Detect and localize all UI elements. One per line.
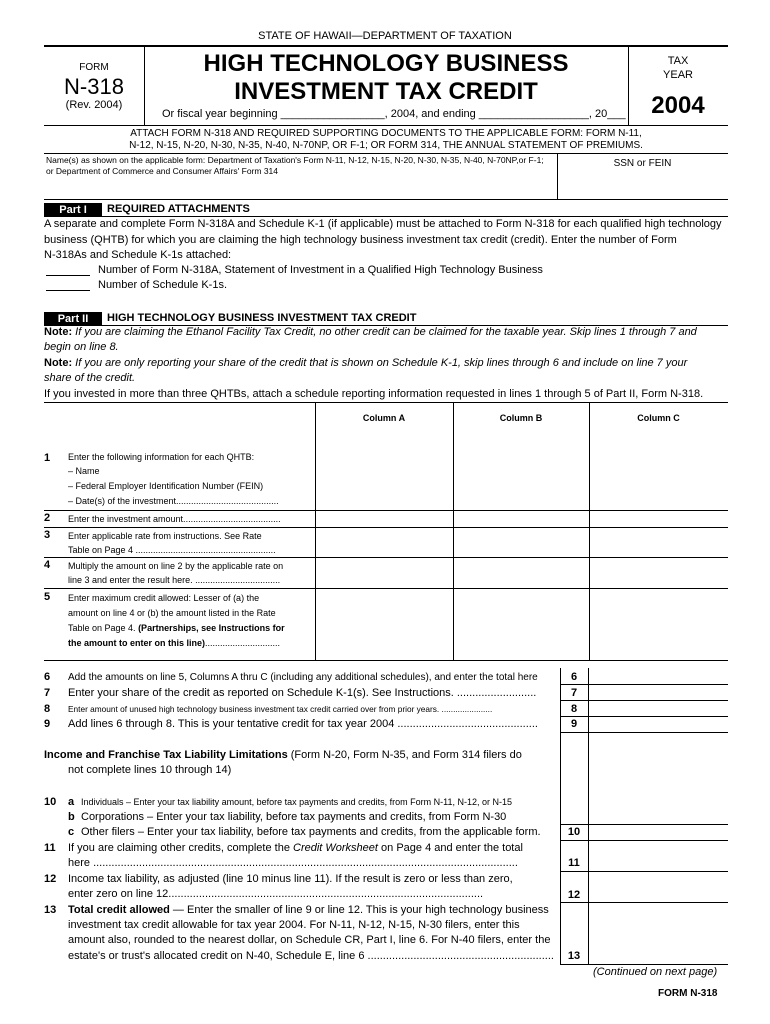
line-3-col-b-field[interactable]	[454, 528, 588, 557]
line-2-col-a-field[interactable]	[316, 511, 452, 527]
note-2-line1	[44, 357, 687, 369]
line-10-rule	[560, 840, 728, 841]
note-2-label: Note:	[44, 357, 73, 369]
line-12-rule	[560, 902, 728, 903]
part-ii-label: Part II	[44, 312, 102, 326]
total-credit-allowed-label: Total credit allowed	[68, 904, 170, 916]
form-title-line2: INVESTMENT TAX CREDIT	[234, 78, 538, 105]
line-8-number: 8	[44, 703, 51, 715]
line-10b-text: Corporations – Enter your tax liability, before tax payments and credits, from Form N-30	[81, 811, 507, 823]
income-limitations-line2: not complete lines 10 through 14)	[68, 764, 232, 776]
line-13-rule	[560, 964, 728, 965]
line-1-col-b-field[interactable]	[454, 440, 588, 510]
table-bottom-rule	[44, 660, 728, 661]
line-4-col-c-field[interactable]	[590, 558, 728, 588]
line-7-amount-field[interactable]	[589, 685, 728, 700]
line-10-amount-field[interactable]	[589, 825, 728, 840]
form-footer-id: FORM N-318	[658, 988, 718, 999]
line-11-box-number: 11	[568, 857, 580, 869]
line-10-box-number: 10	[567, 826, 581, 838]
names-bottom-rule	[44, 199, 728, 200]
line-13-text-d: estate's or trust's allocated credit on N-40, Schedule E, line 6 .............................................................	[68, 950, 554, 962]
part-i-rule	[102, 216, 728, 217]
line-2-col-c-field[interactable]	[590, 511, 728, 527]
line-5-text-d-bold: the amount to enter on this line)	[68, 638, 205, 648]
form-label: FORM	[79, 62, 109, 73]
line-10a-label: a	[68, 796, 75, 808]
line-13-amount-field[interactable]	[589, 948, 728, 964]
line-5-text-b: amount on line 4 or (b) the amount listed in the Rate	[68, 608, 276, 618]
line-10-top-rule	[560, 824, 728, 825]
ssn-fein-field[interactable]	[560, 172, 726, 198]
line-5-text-c	[68, 623, 285, 633]
line-11-text-post: on Page 4 and enter the total	[377, 842, 523, 854]
line-2-col-b-field[interactable]	[454, 511, 588, 527]
line-10-number: 10	[44, 796, 57, 808]
income-limitations-title: Income and Franchise Tax Liability Limitations	[44, 749, 288, 761]
line-11-number: 11	[44, 842, 56, 854]
line-10a-text: Individuals – Enter your tax liability amount, before tax payments and credits, from Form N-11, N-12, or N-15	[81, 797, 513, 807]
line-8-amount-field[interactable]	[589, 701, 728, 716]
line-1-col-c-field[interactable]	[590, 440, 728, 510]
line-1-number: 1	[44, 452, 51, 464]
line-13-box-number: 13	[567, 950, 581, 962]
line-5-text-a: Enter maximum credit allowed: Lesser of (a) the	[68, 593, 260, 603]
taxpayer-name-label-line2: or Department of Commerce and Consumer Affairs' Form 314	[46, 166, 279, 176]
line-3-col-c-field[interactable]	[590, 528, 728, 557]
line-12-amount-field[interactable]	[589, 887, 728, 902]
attach-instruction-line2: N-12, N-15, N-20, N-30, N-35, N-40, N-70NP, OR F-1; OR FORM 314, THE ANNUAL STATEMENT OF PREMIUMS.	[129, 140, 643, 151]
table-top-rule	[44, 402, 728, 403]
column-c-header: Column C	[637, 413, 680, 423]
taxpayer-name-field[interactable]	[44, 177, 556, 199]
note-2-line2: share of the credit.	[44, 372, 136, 384]
line-3-text-a: Enter applicable rate from instructions. See Rate	[68, 531, 262, 541]
column-a-header: Column A	[362, 413, 406, 423]
k1-count-field[interactable]	[46, 290, 90, 291]
line-13-text-a	[68, 904, 549, 916]
line-12-box-number: 12	[567, 889, 581, 901]
line-6-box-number: 6	[570, 671, 578, 683]
part-i-text-line3: N-318As and Schedule K-1s attached:	[44, 249, 232, 261]
tax-year: 2004	[651, 92, 705, 119]
note-1-line1	[44, 326, 697, 338]
line-2-text: Enter the investment amount.......................................	[68, 514, 281, 524]
line-13-text-a-rest: — Enter the smaller of line 9 or line 12. This is your high technology business	[169, 904, 549, 916]
line-13-text-b: investment tax credit allowable for tax year 2004. For N-11, N-12, N-15, N-30 filers, enter this	[68, 919, 520, 931]
line-12-text-b: enter zero on line 12.......................................................................................................	[68, 888, 484, 900]
line-7-number: 7	[44, 687, 51, 699]
names-top-rule	[44, 153, 728, 154]
line-6-text: Add the amounts on line 5, Columns A thru C (including any additional schedules), and enter the total here	[68, 672, 538, 683]
line-7-text: Enter your share of the credit as reported on Schedule K-1(s). See Instructions. ..........................	[68, 687, 537, 699]
line-9-rule	[560, 732, 728, 733]
line-9-box-number: 9	[570, 718, 578, 730]
n318a-count-label: Number of Form N-318A, Statement of Investment in a Qualified High Technology Business	[98, 264, 543, 276]
invest-note: If you invested in more than three QHTBs, attach a schedule reporting information requested in lines 1 through 5 of Part II, Form N-318.	[44, 388, 704, 400]
line-10c-label: c	[68, 826, 75, 838]
line-4-col-a-field[interactable]	[316, 558, 452, 588]
ssn-fein-label: SSN or FEIN	[613, 158, 672, 169]
line-1-text-c: – Federal Employer Identification Number (FEIN)	[68, 481, 264, 491]
header-top-rule	[44, 45, 728, 47]
line-12-text-a: Income tax liability, as adjusted (line 10 minus line 11). If the result is zero or less than zero,	[68, 873, 513, 885]
line-10c-text: Other filers – Enter your tax liability, before tax payments and credits, from the applicable form.	[81, 826, 541, 838]
income-limitations-note: (Form N-20, Form N-35, and Form 314 filers do	[287, 749, 522, 761]
form-title-line1: HIGH TECHNOLOGY BUSINESS	[203, 50, 569, 77]
line-10b-label: b	[68, 811, 75, 823]
form-number: N-318	[64, 74, 124, 99]
line-5-col-b-field[interactable]	[454, 589, 588, 659]
line-5-text-d	[68, 638, 312, 648]
line-1-text-b: – Name	[68, 466, 100, 476]
part-i-title: REQUIRED ATTACHMENTS	[107, 203, 250, 215]
line-11-rule	[560, 871, 728, 872]
line-11-text-b: here ...........................................................................................................................................	[68, 857, 518, 869]
line-5-text-c-plain: Table on Page 4.	[68, 623, 139, 633]
note-1-line2: begin on line 8.	[44, 341, 119, 353]
line-4-col-b-field[interactable]	[454, 558, 588, 588]
credit-worksheet-ref: Credit Worksheet	[293, 842, 378, 854]
line-5-col-c-field[interactable]	[590, 589, 728, 659]
note-1-text: If you are claiming the Ethanol Facility Tax Credit, no other credit can be claimed for the taxable year. Skip lines 1 through 7 and	[72, 326, 697, 338]
n318a-count-field[interactable]	[46, 275, 90, 276]
part-i-text-line2: business (QHTB) for which you are claiming the high technology business investment tax credit (credit). Enter the number of Form	[44, 234, 677, 246]
line-3-text-b: Table on Page 4 ........................................................	[68, 545, 276, 555]
line-2-number: 2	[44, 512, 51, 524]
tax-label: TAX	[667, 55, 689, 67]
part-i-label: Part I	[44, 203, 102, 217]
line-9-amount-field[interactable]	[589, 717, 728, 732]
line-4-number: 4	[44, 559, 51, 571]
line-12-number: 12	[44, 873, 57, 885]
line-13-text-c: amount also, rounded to the nearest dollar, on Schedule CR, Part I, line 6. For N-40 filers, enter the	[68, 934, 551, 946]
line-11-amount-field[interactable]	[589, 856, 728, 871]
line-9-text: Add lines 6 through 8. This is your tentative credit for tax year 2004 ..............................................	[68, 718, 538, 730]
part-ii-title: HIGH TECHNOLOGY BUSINESS INVESTMENT TAX CREDIT	[107, 312, 417, 324]
continued-note: (Continued on next page)	[593, 966, 718, 978]
k1-count-label: Number of Schedule K-1s.	[98, 279, 228, 291]
line-3-number: 3	[44, 529, 51, 541]
agency-title: STATE OF HAWAII—DEPARTMENT OF TAXATION	[258, 30, 512, 42]
line-9-number: 9	[44, 718, 51, 730]
line-1-text-a: Enter the following information for each QHTB:	[68, 452, 255, 462]
fiscal-year-line: Or fiscal year beginning _________________, 2004, and ending __________________, 20___	[162, 108, 626, 120]
line-6-amount-field[interactable]	[589, 668, 728, 684]
column-b-header: Column B	[499, 413, 543, 423]
form-revision: (Rev. 2004)	[65, 99, 123, 111]
line-6-number: 6	[44, 671, 51, 683]
line-5-text-c-bold: (Partnerships, see Instructions for	[138, 623, 285, 633]
line-8-text: Enter amount of unused high technology business investment tax credit carried over from prior years. ......................	[68, 704, 493, 714]
note-1-label: Note:	[44, 326, 73, 338]
note-2-text: If you are only reporting your share of the credit that is shown on Schedule K-1, skip lines through 6 and include on line 7 your	[72, 357, 688, 369]
line-4-text-a: Multiply the amount on line 2 by the applicable rate on	[68, 561, 284, 571]
income-limitations-heading	[44, 749, 522, 761]
line-1-text-d: – Date(s) of the investment.........................................	[68, 496, 279, 506]
line-1-col-a-field[interactable]	[316, 440, 452, 510]
line-8-box-number: 8	[570, 703, 578, 715]
line-11-text-pre: If you are claiming other credits, complete the	[68, 842, 293, 854]
line-5-text-d-dots: ..............................	[205, 638, 281, 648]
attach-instruction-line1: ATTACH FORM N-318 AND REQUIRED SUPPORTING DOCUMENTS TO THE APPLICABLE FORM: FORM N-11,	[130, 128, 642, 139]
line-4-text-b: line 3 and enter the result here. ..................................	[68, 575, 281, 585]
line-7-box-number: 7	[570, 687, 578, 699]
line-11-text-a	[68, 842, 523, 854]
line-5-number: 5	[44, 591, 51, 603]
header-bottom-rule	[44, 125, 728, 126]
line-13-number: 13	[44, 904, 57, 916]
taxpayer-name-label-line1: Name(s) as shown on the applicable form: Department of Taxation's Form N-11, N-12, N-15, N-20, N-30, N-35, N-40, N-70NP,or F-1;	[46, 155, 544, 165]
year-label: YEAR	[663, 69, 693, 81]
line-3-col-a-field[interactable]	[316, 528, 452, 557]
part-i-text-line1: A separate and complete Form N-318A and Schedule K-1 (if applicable) must be attached to Form N-318 for each qualified high technology	[44, 218, 722, 230]
line-5-col-a-field[interactable]	[316, 589, 452, 659]
